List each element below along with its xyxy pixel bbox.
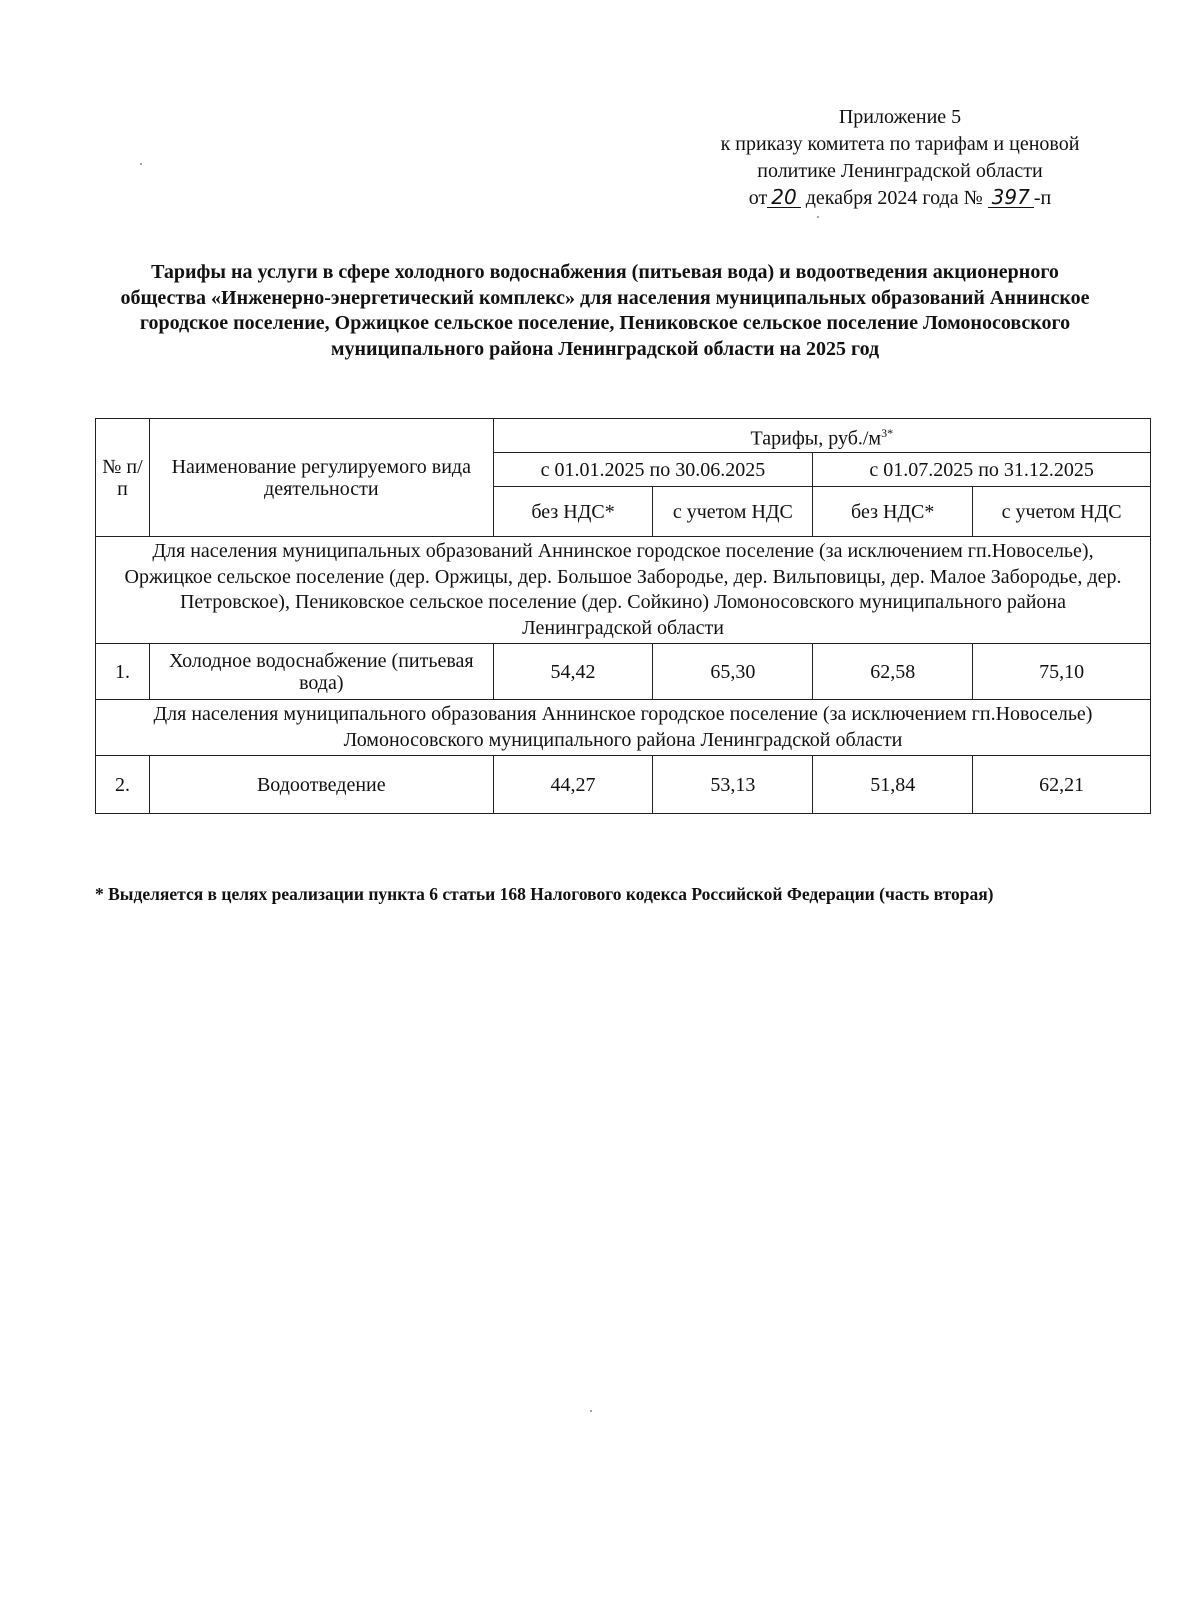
appendix-number: Приложение 5 [838,106,962,128]
row-2-num: 2. [96,756,150,814]
header-num: № п/п [96,419,150,537]
header-activity: Наименование регулируемого вида деятельности [149,419,493,537]
header-p2-no-vat: без НДС* [813,487,973,537]
row-1-name: Холодное водоснабжение (питьевая вода) [149,644,493,700]
row-1-p1-with-vat: 65,30 [653,644,813,700]
row-1-num: 1. [96,644,150,700]
date-middle: декабря 2024 года № [805,187,983,209]
header-p1-no-vat: без НДС* [493,487,653,537]
section-2-heading: Для населения муниципального образования Аннинское городское поселение (за исключением гп.Новоселье) Ломоносовского муниципального района Ленинградской области [96,700,1151,756]
date-prefix: от [748,187,768,209]
appendix-order-ref: к приказу комитета по тарифам и ценовой [720,133,1080,155]
row-2-p2-with-vat: 62,21 [973,756,1151,814]
tariffs-sup: 3* [881,425,894,440]
row-2-p1-with-vat: 53,13 [653,756,813,814]
tariffs-label: Тарифы, руб./м [750,427,882,450]
scan-speck [590,1410,592,1412]
header-p1-with-vat: с учетом НДС [653,487,813,537]
row-1-p2-with-vat: 75,10 [973,644,1151,700]
row-2-p1-no-vat: 44,27 [493,756,653,814]
handwritten-order-number: 397 [988,187,1034,208]
document-title: Тарифы на услуги в сфере холодного водоснабжения (питьевая вода) и водоотведения акционерного общества «Инженерно-энергетический комплекс» для населения муниципальных образований Аннинское городское поселение, Оржицкое сельское поселение, Пениковское сельское поселение Ломоносовского муниципального района Ленинградской области на 2025 год [120,261,1090,360]
header-tariffs [493,419,1150,453]
header-period-2: с 01.07.2025 по 31.12.2025 [813,453,1151,487]
row-1-p2-no-vat: 62,58 [813,644,973,700]
tariffs-table [95,418,1151,814]
header-p2-with-vat: с учетом НДС [973,487,1151,537]
scan-speck [140,163,142,165]
handwritten-day: 20 [767,187,800,208]
header-period-1: с 01.01.2025 по 30.06.2025 [493,453,813,487]
appendix-order-ref-cont: политике Ленинградской области [757,160,1043,182]
row-2-name: Водоотведение [149,756,493,814]
order-number-suffix: -п [1033,187,1052,209]
row-1-p1-no-vat: 54,42 [493,644,653,700]
row-2-p2-no-vat: 51,84 [813,756,973,814]
section-1-heading: Для населения муниципальных образований Аннинское городское поселение (за исключением гп.Новоселье), Оржицкое сельское поселение (дер. Оржицы, дер. Большое Забородье, дер. Вильповицы, дер. Малое Забородье, дер. Петровское), Пениковское сельское поселение (дер. Сойкино) Ломоносовского муниципального района Ленинградской области [96,537,1151,644]
footnote: * Выделяется в целях реализации пункта 6 статьи 168 Налогового кодекса Российской Федерации (часть вторая) [95,884,994,904]
appendix-header [640,104,1160,212]
scan-speck [817,216,819,218]
appendix-date-line [640,185,1160,212]
